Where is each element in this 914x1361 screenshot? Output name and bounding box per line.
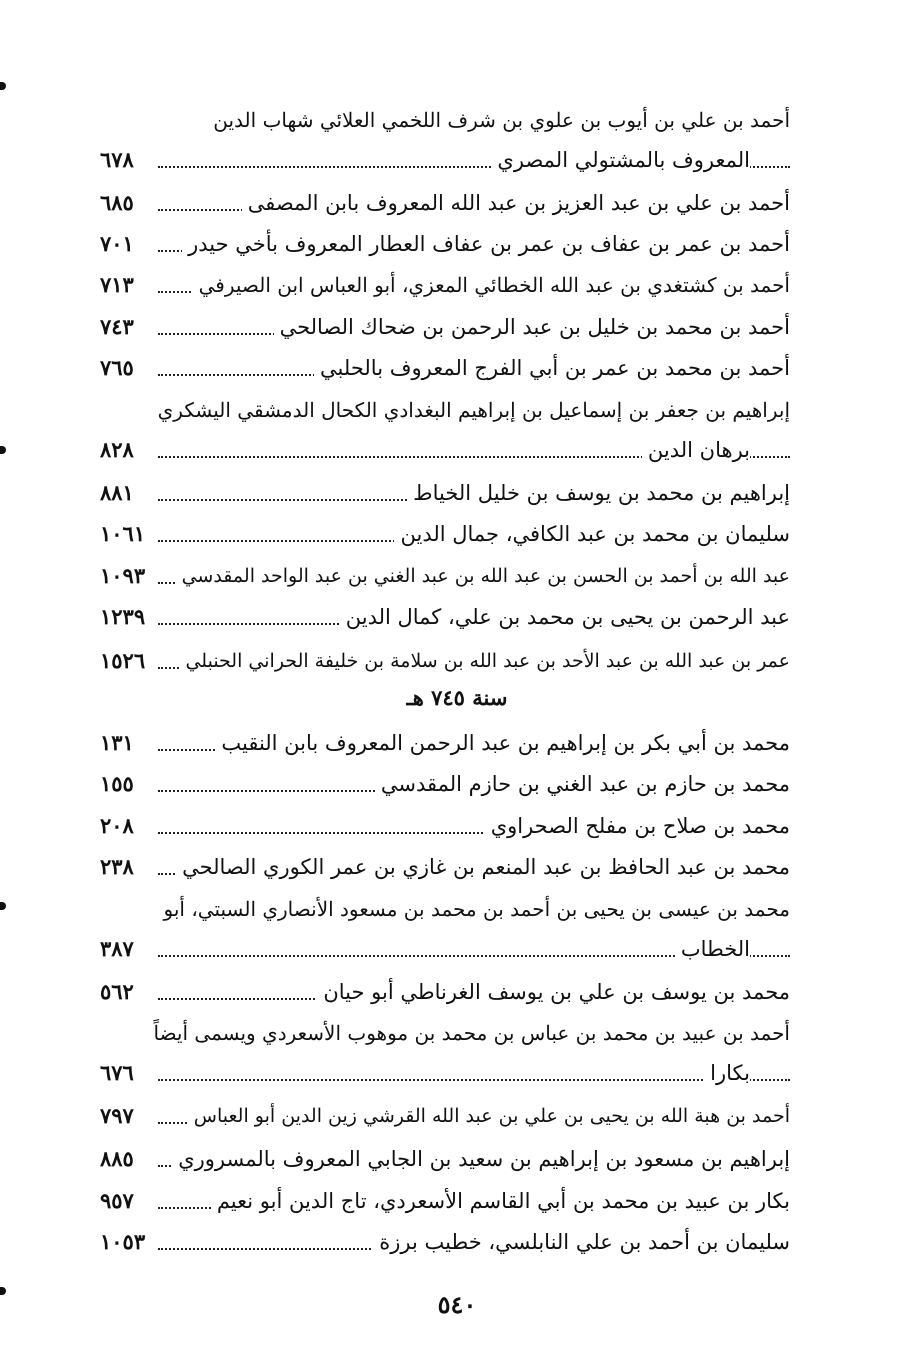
scan-edge-mark: [0, 82, 6, 90]
entry-text: محمد بن عبد الحافظ بن عبد المنعم بن غازي بن عمر الكوري الصالحي: [176, 853, 790, 881]
entry-text: بكار بن عبيد بن محمد بن أبي القاسم الأسعردي، تاج الدين أبو نعيم: [211, 1187, 790, 1215]
entry-page-number: ٧١٣: [100, 272, 134, 297]
index-entry: [100, 1053, 790, 1093]
entry-text: أحمد بن محمد بن خليل بن عبد الرحمن بن ضحاك الصالحي: [274, 313, 790, 341]
entry-text: عمر بن عبد الله بن عبد الأحد بن عبد الله بن سلامة بن خليفة الحراني الحنبلي: [179, 647, 790, 675]
index-entry: [100, 641, 790, 681]
entry-page-number: ٣٨٧: [100, 936, 134, 961]
index-entry: [100, 847, 790, 887]
entry-text: سليمان بن أحمد بن علي النابلسي، خطيب برزة: [373, 1228, 790, 1256]
scan-edge-mark: [0, 902, 6, 910]
entry-page-number: ٢٠٨: [100, 813, 134, 838]
entry-page-number: ٨٨١: [100, 480, 134, 505]
entry-text: محمد بن أبي بكر بن إبراهيم بن عبد الرحمن المعروف بابن النقيب: [215, 729, 790, 757]
entry-page-number: ٧٠١: [100, 231, 134, 256]
index-entry: [100, 1096, 790, 1136]
index-entry: [100, 1222, 790, 1262]
entry-page-number: ٧٩٧: [100, 1103, 134, 1128]
entry-page-number: ١٠٩٣: [100, 563, 146, 588]
index-entry: [100, 514, 790, 554]
entry-text: عبد الله بن أحمد بن الحسن بن عبد الله بن عبد الغني بن عبد الواحد المقدسي: [176, 562, 790, 590]
entry-text: أحمد بن محمد بن عمر بن أبي الفرج المعروف بالحلبي: [314, 354, 790, 382]
entry-page-number: ١٥٢٦: [100, 648, 146, 673]
index-entry: [100, 140, 790, 180]
entry-text: أحمد بن عمر بن عفاف بن عمر بن عفاف العطار المعروف بأخي حيدر: [182, 230, 790, 258]
entry-page-number: ٦٨٥: [100, 190, 134, 215]
entry-text: أحمد بن عبيد بن محمد بن عباس بن محمد بن موهوب الأسعردي ويسمى أيضاً: [153, 1021, 790, 1045]
index-entry: [100, 430, 790, 470]
entry-page-number: ١٠٥٣: [100, 1229, 146, 1254]
year-heading: سنة ٧٤٥ هـ: [406, 685, 508, 710]
index-entry: [100, 972, 790, 1012]
entry-page-number: ٥٦٢: [100, 979, 134, 1004]
entry-text: أحمد بن علي بن أيوب بن علوي بن شرف اللخمي العلائي شهاب الدين: [213, 108, 790, 132]
index-entry: [100, 1139, 790, 1179]
index-entry: [100, 764, 790, 804]
entry-text: المعروف بالمشتولي المصري: [491, 146, 750, 174]
scan-edge-mark: [0, 446, 6, 454]
entry-page-number: ١٠٦١: [100, 521, 146, 546]
index-entry: [100, 348, 790, 388]
entry-page-number: ١٢٣٩: [100, 604, 146, 629]
index-entry: [100, 224, 790, 264]
index-entry: [100, 929, 790, 969]
entry-text: عبد الرحمن بن يحيى بن محمد بن علي، كمال الدين: [340, 603, 790, 631]
entry-page-number: ٩٥٧: [100, 1188, 134, 1213]
entry-page-number: ١٣١: [100, 730, 134, 755]
entry-text: إبراهيم بن محمد بن يوسف بن خليل الخياط: [407, 479, 790, 507]
index-entry-line: [100, 1013, 790, 1053]
entry-page-number: ١٥٥: [100, 771, 134, 796]
leader-dots: [158, 1079, 790, 1081]
index-entry: [100, 597, 790, 637]
index-entry-line: [100, 889, 790, 929]
entry-page-number: ٦٧٦: [100, 1060, 134, 1085]
entry-page-number: ٨٢٨: [100, 437, 134, 462]
index-entry: [100, 183, 790, 223]
entry-text: أحمد بن هبة الله بن يحيى بن علي بن عبد الله القرشي زين الدين أبو العباس: [188, 1102, 790, 1130]
entry-text: بكارا: [704, 1059, 750, 1087]
entry-text: أحمد بن علي بن عبد العزيز بن عبد الله المعروف بابن المصفى: [242, 189, 790, 217]
entry-text: محمد بن صلاح بن مفلح الصحراوي: [485, 812, 790, 840]
entry-text: محمد بن يوسف بن علي بن يوسف الغرناطي أبو حيان: [317, 978, 790, 1006]
entry-text: الخطاب: [675, 935, 750, 963]
index-entry: [100, 556, 790, 596]
page-number: ٥٤٠: [437, 1290, 477, 1319]
entry-text: إبراهيم بن جعفر بن إسماعيل بن إبراهيم البغدادي الكحال الدمشقي اليشكري: [157, 398, 790, 422]
entry-page-number: ٧٦٥: [100, 355, 134, 380]
entry-text: برهان الدين: [642, 436, 750, 464]
index-entry-line: [100, 100, 790, 140]
index-entry: [100, 265, 790, 305]
index-entry: [100, 1181, 790, 1221]
entry-text: أحمد بن كشتغدي بن عبد الله الخطائي المعزي، أبو العباس ابن الصيرفي: [193, 271, 790, 299]
entry-text: سليمان بن محمد بن عبد الكافي، جمال الدين: [394, 520, 790, 548]
entry-text: محمد بن حازم بن عبد الغني بن حازم المقدسي: [375, 770, 790, 798]
index-entry: [100, 806, 790, 846]
entry-page-number: ٨٨٥: [100, 1146, 134, 1171]
entry-text: إبراهيم بن مسعود بن إبراهيم بن سعيد بن الجابي المعروف بالمسروري: [172, 1145, 790, 1173]
index-entry: [100, 723, 790, 763]
entry-page-number: ٦٧٨: [100, 147, 134, 172]
entry-page-number: ٢٣٨: [100, 854, 134, 879]
index-entry-line: [100, 390, 790, 430]
index-entry: [100, 307, 790, 347]
index-entry: [100, 473, 790, 513]
entry-text: محمد بن عيسى بن يحيى بن أحمد بن محمد بن مسعود الأنصاري السبتي، أبو: [163, 897, 790, 921]
entry-page-number: ٧٤٣: [100, 314, 134, 339]
